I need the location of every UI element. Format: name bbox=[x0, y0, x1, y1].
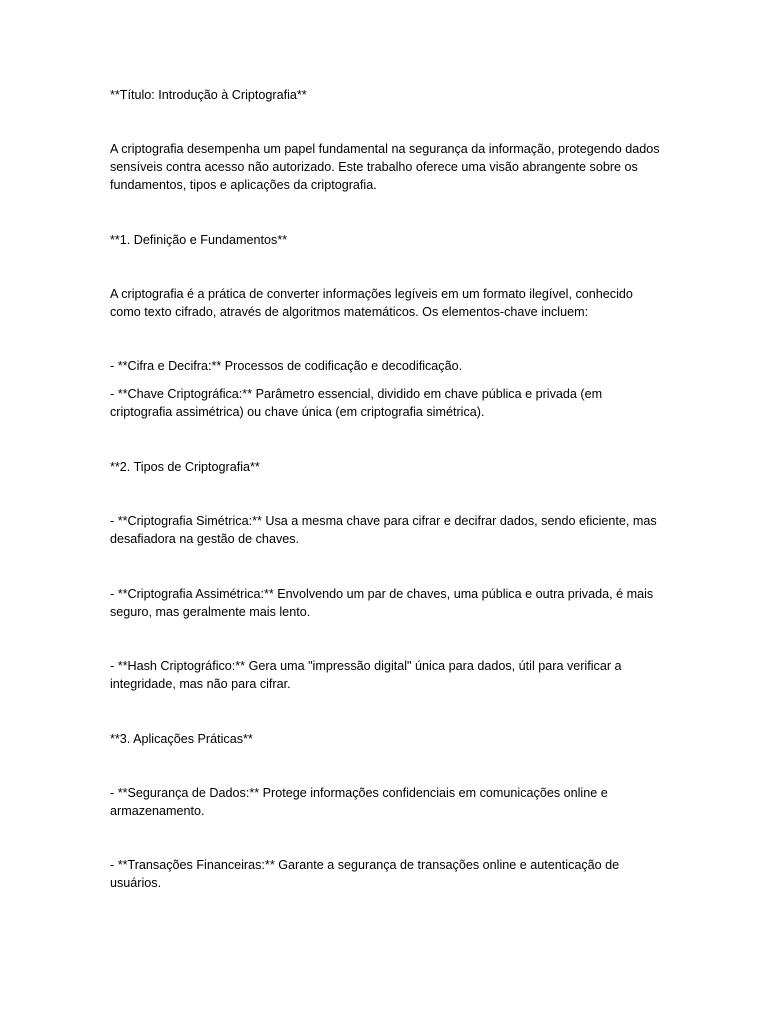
document-title: **Título: Introdução à Criptografia** bbox=[110, 88, 307, 102]
section-3-heading: **3. Aplicações Práticas** bbox=[110, 732, 253, 746]
section-2-item-assimetrica: - **Criptografia Assimétrica:** Envolvendo um par de chaves, uma pública e outra privada, é mais seguro, mas geralmente mais lento. bbox=[110, 587, 657, 619]
section-2-item-simetrica: - **Criptografia Simétrica:** Usa a mesma chave para cifrar e decifrar dados, sendo eficiente, mas desafiadora na gestão de chaves. bbox=[110, 514, 661, 546]
document-page bbox=[110, 0, 664, 1024]
section-2-heading: **2. Tipos de Criptografia** bbox=[110, 460, 260, 474]
section-3-item-seguranca: - **Segurança de Dados:** Protege informações confidenciais em comunicações online e armazenamento. bbox=[110, 786, 612, 818]
intro-paragraph: A criptografia desempenha um papel fundamental na segurança da informação, protegendo dados sensíveis contra acesso não autorizado. Este trabalho oferece uma visão abrangente sobre os fundamentos, tipos e aplicações da criptografia. bbox=[110, 142, 664, 192]
section-1-body: A criptografia é a prática de converter informações legíveis em um formato ilegível, conhecido como texto cifrado, através de algoritmos matemáticos. Os elementos-chave incluem: bbox=[110, 287, 637, 319]
section-1-item-cifra: - **Cifra e Decifra:** Processos de codificação e decodificação. bbox=[110, 359, 463, 373]
section-3-item-transacoes: - **Transações Financeiras:** Garante a segurança de transações online e autenticação de usuários. bbox=[110, 858, 623, 890]
section-1-item-chave: - **Chave Criptográfica:** Parâmetro essencial, dividido em chave pública e privada (em criptografia assimétrica) ou chave única (em criptografia simétrica). bbox=[110, 387, 606, 419]
section-2-item-hash: - **Hash Criptográfico:** Gera uma "impressão digital" única para dados, útil para verificar a integridade, mas não para cifrar. bbox=[110, 659, 626, 691]
section-1-heading: **1. Definição e Fundamentos** bbox=[110, 233, 288, 247]
